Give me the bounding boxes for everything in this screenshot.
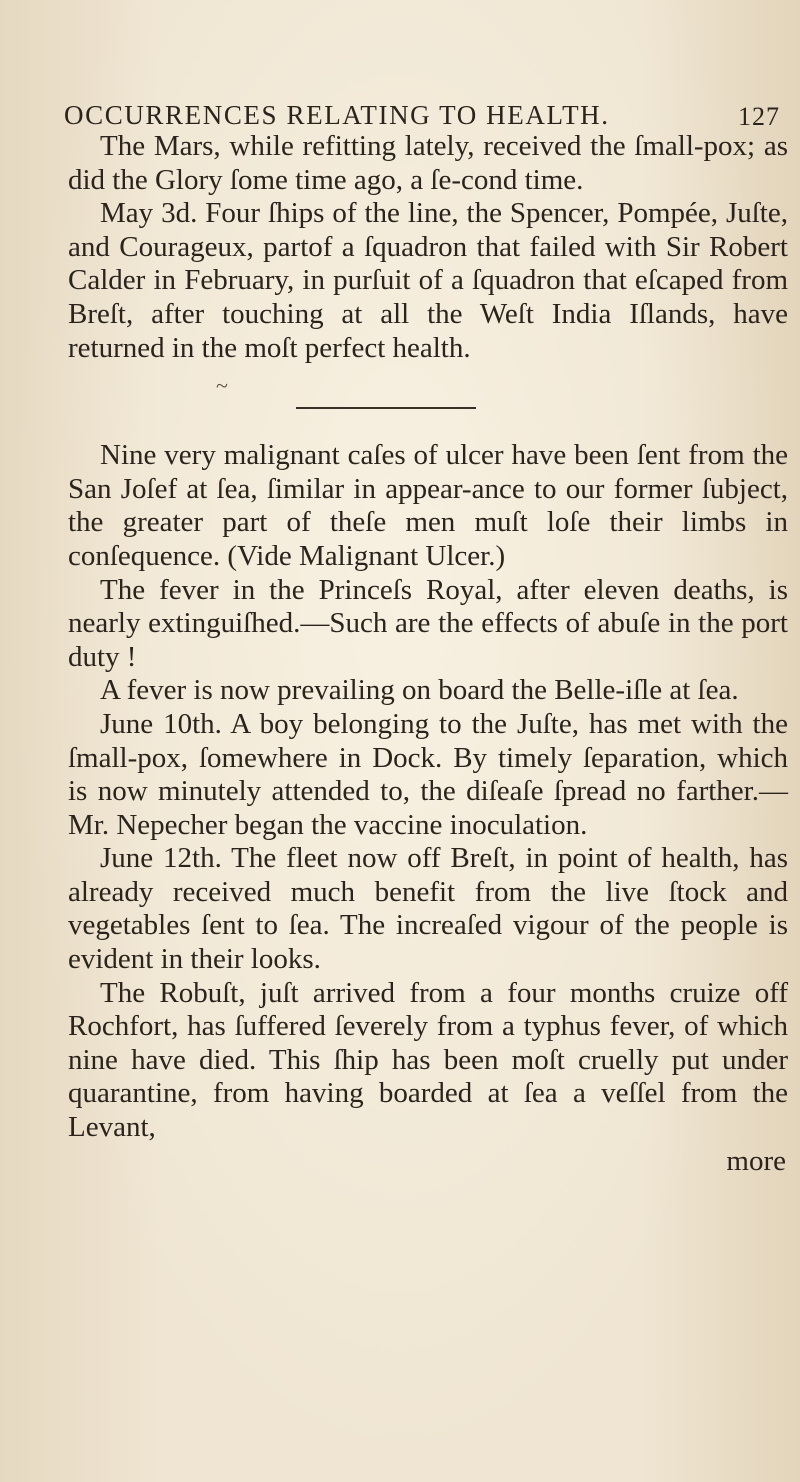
paragraph-malignant-ulcer: Nine very malignant caſes of ulcer have been ſent from the San Joſef at ſea, ſimilar in appear-ance to our former ſubject, the greater part of theſe men muſt loſe their limbs in conſequence. (Vide Malignant Ulcer.) <box>68 439 788 572</box>
paragraph-belle-isle: A fever is now prevailing on board the Belle-iſle at ſea. <box>100 674 739 707</box>
page-number: 127 <box>738 102 780 131</box>
catchword: more <box>726 1144 786 1177</box>
divider-rule <box>296 407 476 409</box>
paragraph-princess-royal: The fever in the Princeſs Royal, after eleven deaths, is nearly extinguiſhed.—Such are the effects of abuſe in the port duty ! <box>68 573 788 673</box>
paragraph-mars: The Mars, while refitting lately, received the ſmall-pox; as did the Glory ſome time ago, a ſe-cond time. <box>68 130 788 196</box>
section-divider <box>68 365 788 439</box>
paragraph-robust: The Robuſt, juſt arrived from a four months cruize off Rochfort, has ſuffered ſeverely from a typhus fever, of which nine have died. This ſhip has been moſt cruelly put under quarantine, from having boarded at ſea a veſſel from the Levant, <box>68 976 788 1144</box>
divider-mark: ~ <box>216 373 228 399</box>
paragraph-june-10th: June 10th. A boy belonging to the Juſte, has met with the ſmall-pox, ſomewhere in Dock. By timely ſeparation, which is now minutely attended to, the diſeaſe ſpread no farther.—Mr. Nepecher began the vaccine inoculation. <box>68 707 788 841</box>
running-title: OCCURRENCES RELATING TO HEALTH. <box>64 100 610 130</box>
paragraph-may-3d: May 3d. Four ſhips of the line, the Spencer, Pompée, Juſte, and Courageux, partof a ſquadron that failed with Sir Robert Calder in February, in purſuit of a ſquadron that eſcaped from Breſt, after touching at all the Weſt India Iſlands, have returned in the moſt perfect health. <box>68 197 788 364</box>
paragraph-june-12th: June 12th. The fleet now off Breſt, in point of health, has already received much benefit from the live ſtock and vegetables ſent to ſea. The increaſed vigour of the people is evident in their looks. <box>68 842 788 976</box>
body-text <box>68 130 788 1178</box>
